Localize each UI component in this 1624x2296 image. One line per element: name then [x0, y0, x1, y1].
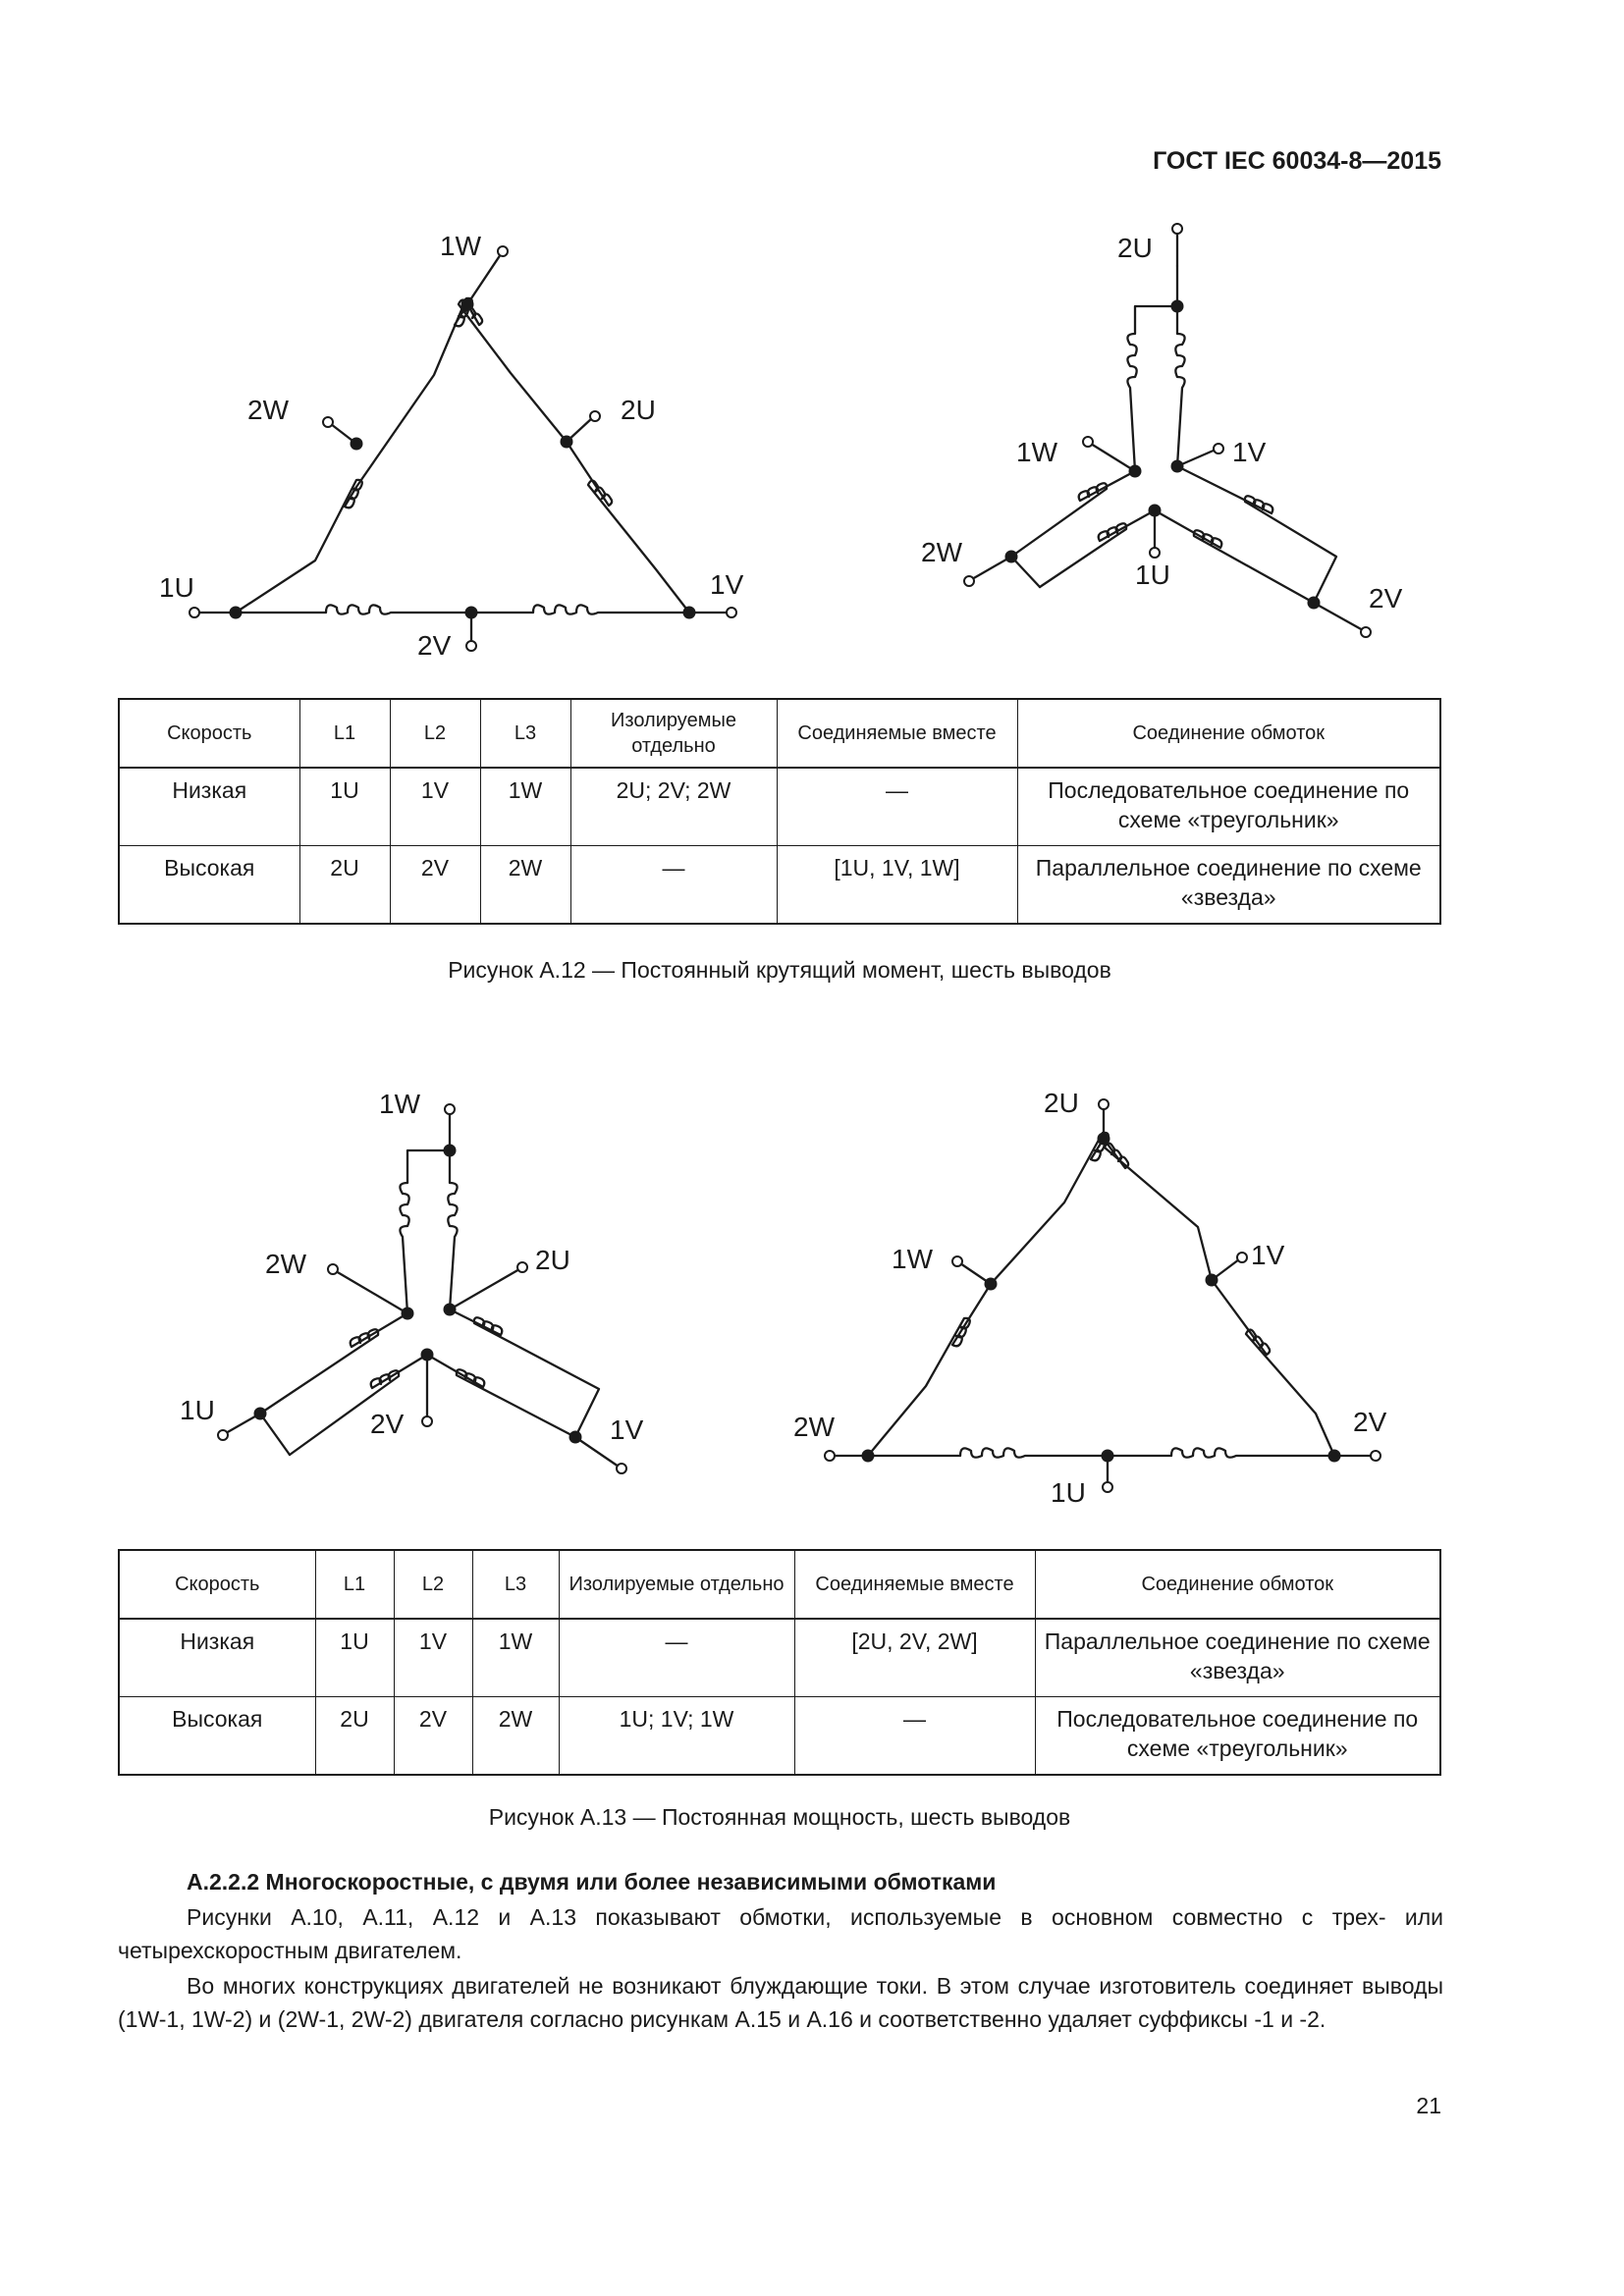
fig12-star-label-2v: 2V [1369, 583, 1403, 614]
fig13-col-isolated: Изолируемые отдельно [559, 1550, 794, 1619]
fig13-caption: Рисунок А.13 — Постоянная мощность, шесть выводов [488, 1804, 1071, 1830]
table-cell: — [794, 1697, 1035, 1776]
table-cell: 2U [315, 1697, 394, 1776]
table-cell: 2W [472, 1697, 559, 1776]
table-cell: 2V [390, 846, 480, 925]
table-cell: Параллельное соединение по схеме «звезда» [1017, 846, 1440, 925]
table-cell: 1U [299, 768, 390, 846]
table-cell: Низкая [119, 1619, 315, 1697]
fig13-star-label-1v: 1V [610, 1415, 644, 1445]
table-cell: 1W [480, 768, 570, 846]
table-cell: 2V [394, 1697, 472, 1776]
fig13-delta-label-1v: 1V [1251, 1240, 1285, 1270]
fig13-col-l3: L3 [472, 1550, 559, 1619]
fig12-col-l1: L1 [299, 699, 390, 768]
fig12-col-l3: L3 [480, 699, 570, 768]
fig13-col-joined: Соединяемые вместе [794, 1550, 1035, 1619]
table-cell: Последовательное соединение по схеме «треугольник» [1035, 1697, 1440, 1776]
fig13-col-l1: L1 [315, 1550, 394, 1619]
table-cell: 2W [480, 846, 570, 925]
fig12-col-connection: Соединение обмоток [1017, 699, 1440, 768]
table-row [119, 1697, 1440, 1776]
fig12-col-joined: Соединяемые вместе [777, 699, 1017, 768]
table-cell: — [570, 846, 777, 925]
table-cell: Последовательное соединение по схеме «треугольник» [1017, 768, 1440, 846]
fig12-star-label-2w: 2W [921, 537, 962, 567]
fig13-col-connection: Соединение обмоток [1035, 1550, 1440, 1619]
fig13-star-label-2w: 2W [265, 1249, 306, 1279]
fig13-table-header-row [119, 1550, 1440, 1619]
fig13-star-label-2v: 2V [370, 1409, 405, 1439]
fig12-caption: Рисунок А.12 — Постоянный крутящий момент, шесть выводов [448, 957, 1111, 983]
fig12-delta-label-2v: 2V [417, 630, 452, 661]
table-cell: Высокая [119, 846, 299, 925]
fig13-delta-label-1w: 1W [892, 1244, 933, 1274]
table-cell: 2U [299, 846, 390, 925]
fig13-delta-label-2v: 2V [1353, 1407, 1387, 1437]
table-cell: [1U, 1V, 1W] [777, 846, 1017, 925]
fig13-delta-wiring [825, 1099, 1380, 1492]
table-cell: Высокая [119, 1697, 315, 1776]
fig12-star-label-1w: 1W [1016, 437, 1057, 467]
table-cell: — [559, 1619, 794, 1697]
fig13-delta-label-2u: 2U [1044, 1088, 1079, 1118]
table-cell: 1V [390, 768, 480, 846]
fig13-star-label-1u: 1U [180, 1395, 215, 1425]
fig13-star-label-1w: 1W [379, 1089, 420, 1119]
fig12-delta-label-1u: 1U [159, 572, 194, 603]
table-cell: Параллельное соединение по схеме «звезда» [1035, 1619, 1440, 1697]
section-heading: А.2.2.2 Многоскоростные, с двумя или более независимыми обмотками [187, 1869, 997, 1895]
fig13-delta-label-2w: 2W [793, 1412, 835, 1442]
body-paragraph: Во многих конструкциях двигателей не возникают блуждающие токи. В этом случае изготовитель соединяет выводы (1W-1, 1W-2) и (2W-1, 2W-2) двигателя согласно рисункам А.15 и А.16 и соответственно удаляет суффиксы -1 и -2. [118, 1973, 1443, 2032]
fig12-delta-label-1v: 1V [710, 569, 744, 600]
fig13-col-l2: L2 [394, 1550, 472, 1619]
table-cell: Низкая [119, 768, 299, 846]
fig12-star-label-2u: 2U [1117, 233, 1153, 263]
table-cell: [2U, 2V, 2W] [794, 1619, 1035, 1697]
page-number: 21 [1416, 2093, 1441, 2118]
table-row [119, 1619, 1440, 1697]
document-id-header: ГОСТ IEC 60034-8—2015 [1153, 147, 1441, 175]
fig12-delta-label-2w: 2W [247, 395, 289, 425]
table-cell: 1W [472, 1619, 559, 1697]
fig13-star-label-2u: 2U [535, 1245, 570, 1275]
table-cell: 2U; 2V; 2W [570, 768, 777, 846]
fig12-col-speed: Скорость [119, 699, 299, 768]
fig13-col-speed: Скорость [119, 1550, 315, 1619]
fig12-star-label-1u: 1U [1135, 560, 1170, 590]
fig12-delta-label-2u: 2U [621, 395, 656, 425]
fig12-col-l2: L2 [390, 699, 480, 768]
fig13-table [118, 1549, 1441, 1776]
table-cell: 1V [394, 1619, 472, 1697]
fig12-star-label-1v: 1V [1232, 437, 1267, 467]
table-cell: 1U; 1V; 1W [559, 1697, 794, 1776]
body-paragraph: Рисунки А.10, А.11, А.12 и А.13 показывают обмотки, используемые в основном совместно с трех- или четырехскоростным двигателем. [118, 1904, 1443, 1963]
table-cell: 1U [315, 1619, 394, 1697]
fig12-delta-label-1w: 1W [440, 231, 481, 261]
fig12-col-isolated: Изолируемые отдельно [570, 699, 777, 768]
table-cell: — [777, 768, 1017, 846]
fig13-delta-label-1u: 1U [1051, 1477, 1086, 1508]
